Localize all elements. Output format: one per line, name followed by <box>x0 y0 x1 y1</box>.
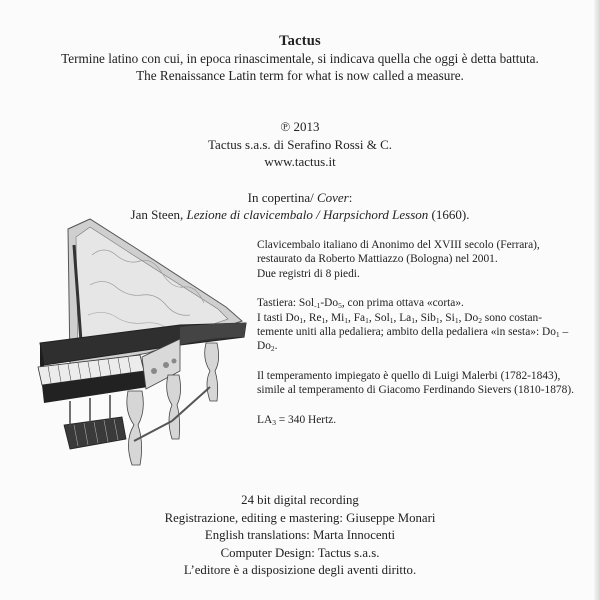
keyboard-range-suffix: , con prima ottava «corta». <box>341 297 464 310</box>
harpsichord-image <box>30 215 250 480</box>
publisher-website: www.tactus.it <box>264 154 336 169</box>
keyboard-low-subscript: -1 <box>314 301 321 311</box>
recording-credit: Registrazione, editing e mastering: Giuseppe Monari <box>164 510 436 525</box>
cover-label-it: In copertina/ <box>247 190 317 205</box>
instrument-notes <box>257 238 577 442</box>
pitch-suffix: = 340 Hertz. <box>275 413 337 426</box>
instrument-registers: Due registri di 8 piedi. <box>257 267 360 280</box>
copyright-line: ℗ 2013 <box>280 119 320 134</box>
publisher-name: Tactus s.a.s. di Serafino Rossi & C. <box>208 137 392 152</box>
credits-block <box>0 492 600 580</box>
cover-label-en: Cover <box>316 190 349 205</box>
recording-format: 24 bit digital recording <box>241 493 359 507</box>
cover-artist: Jan Steen, <box>130 207 187 222</box>
definition-english: The Renaissance Latin term for what is now called a measure. <box>136 68 464 83</box>
pitch-prefix: LA <box>257 413 273 426</box>
cover-work-title: Lezione di clavicembalo / Harpsichord Lesson <box>186 207 429 222</box>
instrument-description: Clavicembalo italiano di Anonimo del XVIII secolo (Ferrara), restaurato da Roberto Mattiazzo (Bologna) nel 2001. <box>257 239 540 266</box>
cover-label-suffix: : <box>348 190 353 205</box>
pitch-note <box>257 413 577 427</box>
pedal-coupling: I tasti $Do_1$, $Re_1$, $Mi_1$, $Fa_1$, Sol$_1$, $La_1$, Sib$_1$, $Si_1$, $Do_2$ sono costan- temente uniti alla pedaliera; ambito della pedaliera «in sesta»: $Do_1 - Do_2$. <box>257 311 569 354</box>
keyboard-range-mid: -Do <box>320 297 339 310</box>
cover-year: (1660). <box>428 207 470 222</box>
pitch-subscript: 3 <box>272 417 276 427</box>
keyboard-range <box>257 296 577 310</box>
translation-credit: English translations: Marta Innocenti <box>204 528 396 543</box>
page-title: Tactus <box>279 33 321 49</box>
keyboard-high-subscript: 5 <box>338 301 342 311</box>
rights-notice: L’editore è a disposizione degli aventi diritto. <box>183 563 417 578</box>
keyboard-range-prefix: Tastiera: Sol <box>257 297 315 310</box>
definition-italian: Termine latino con cui, in epoca rinascimentale, si indicava quella che oggi è detta battuta. <box>61 51 539 66</box>
design-credit: Computer Design: Tactus s.a.s. <box>220 545 380 560</box>
page-edge-shadow <box>594 0 600 600</box>
cover-label <box>0 190 600 206</box>
temperament-note: Il temperamento impiegato è quello di Luigi Malerbi (1782-1843), simile al temperamento di Giacomo Ferdinando Sievers (1810-1878). <box>257 369 574 397</box>
